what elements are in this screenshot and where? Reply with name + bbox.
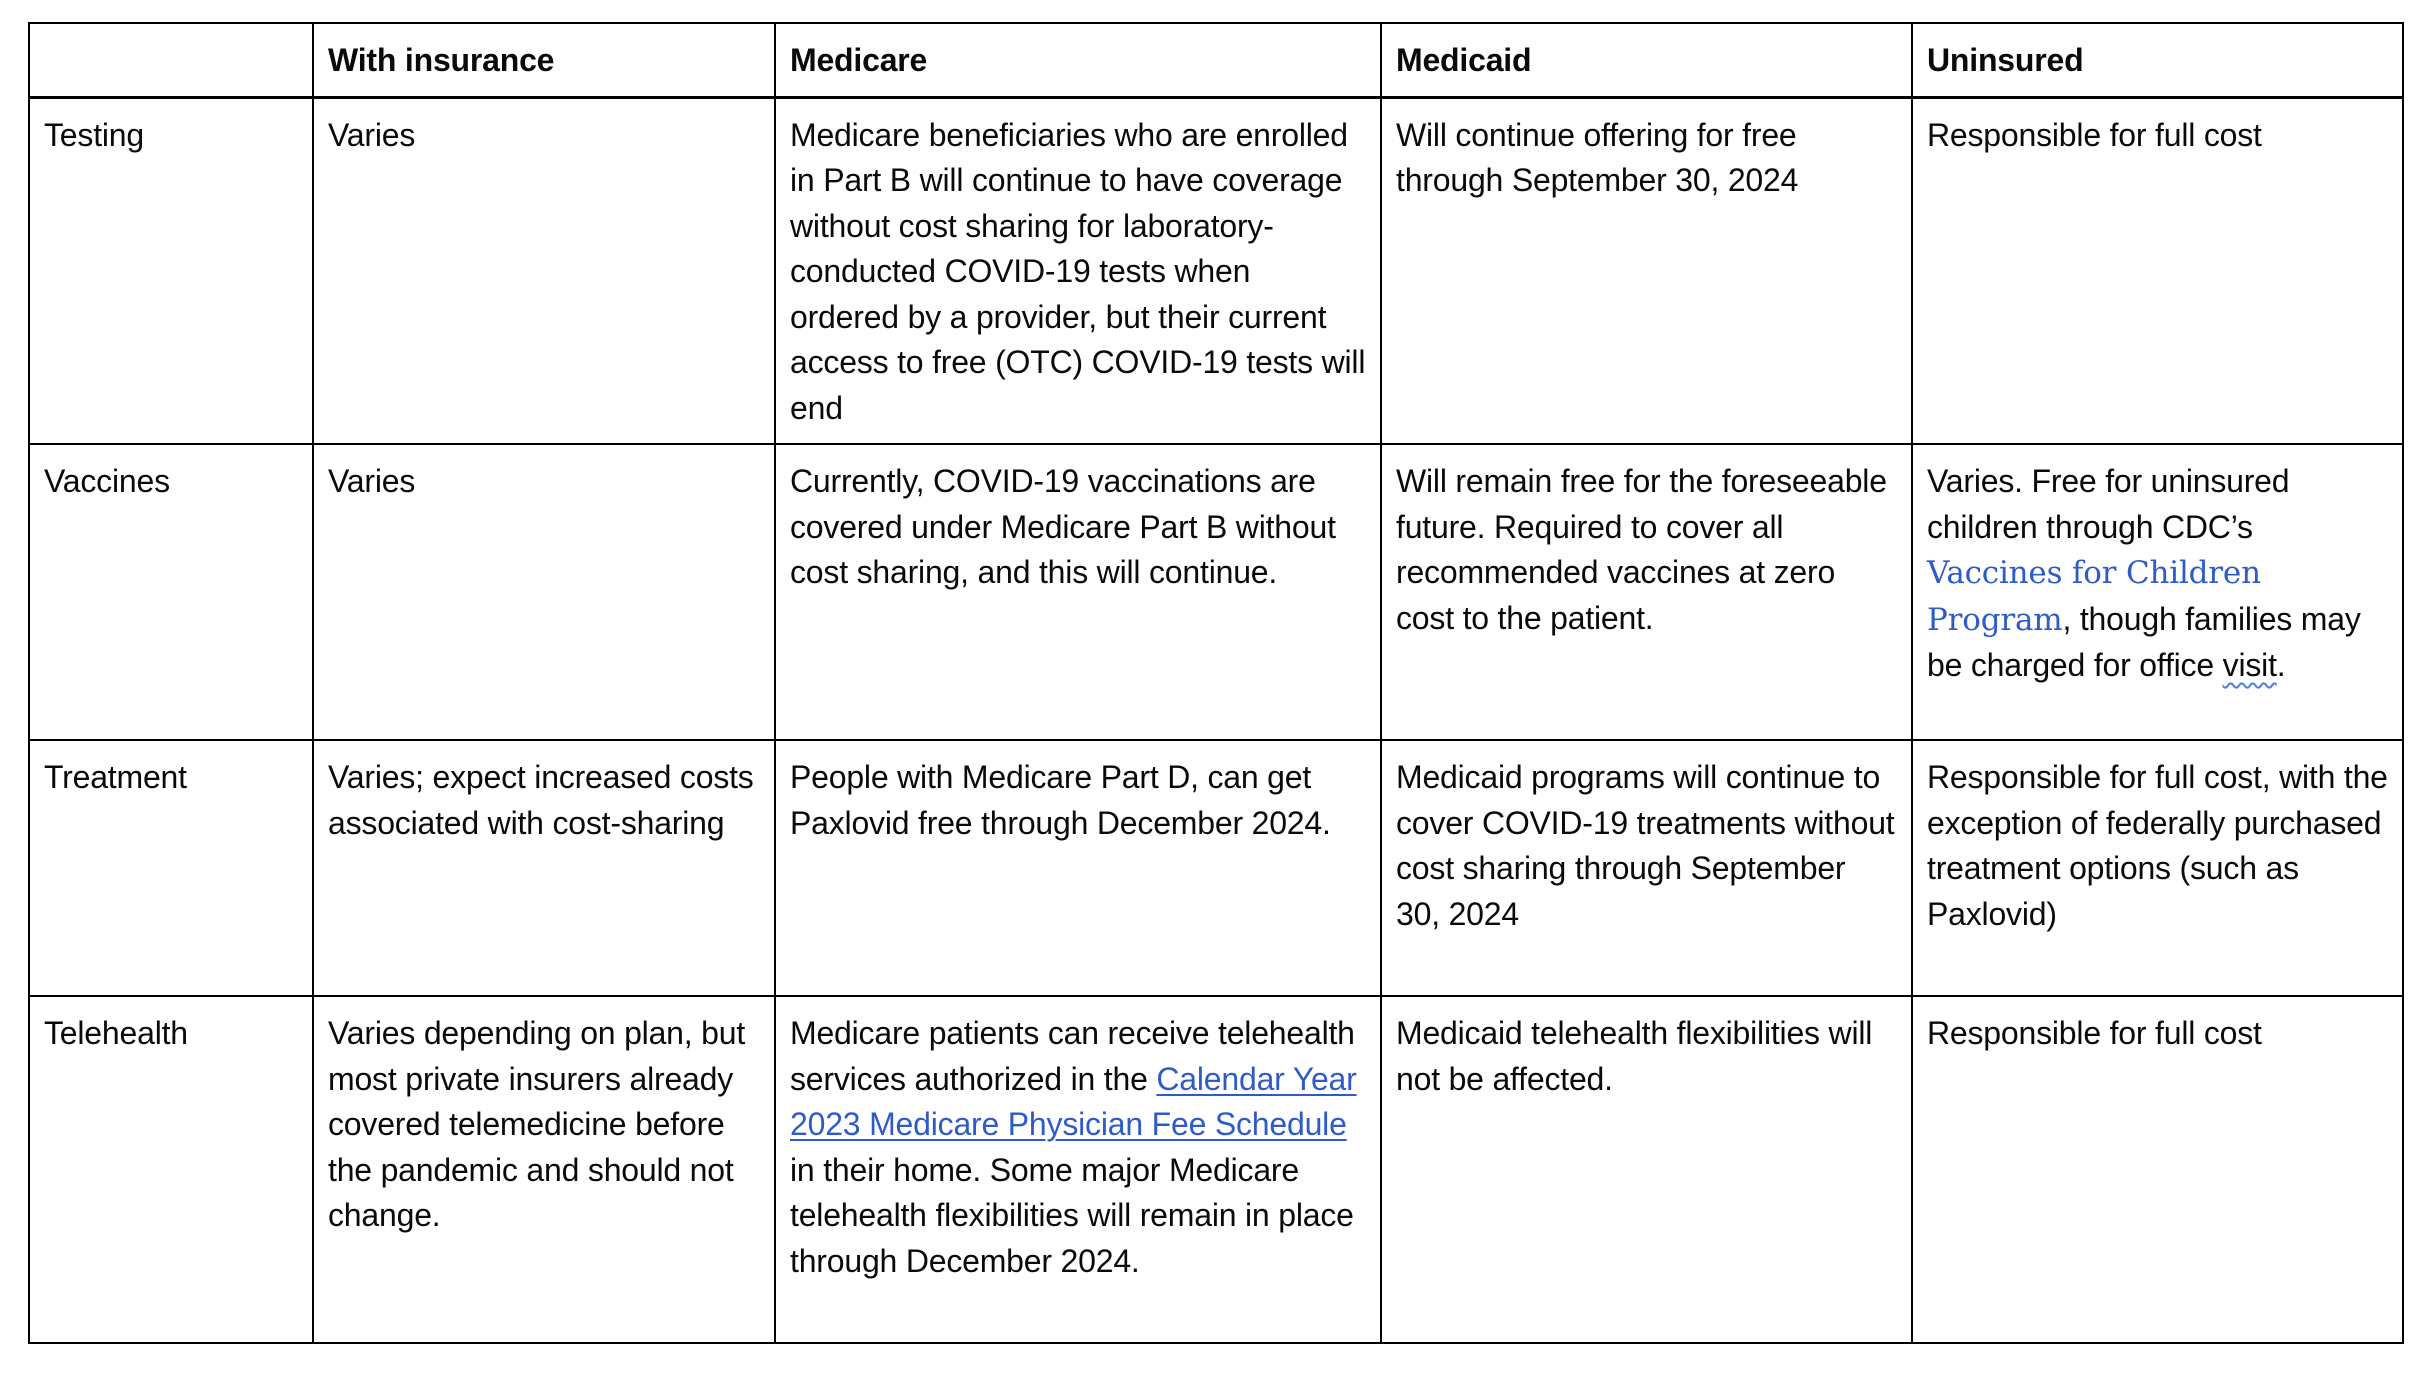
cell-text: , though families may be charged for office [1927,600,2361,683]
spellcheck-flagged-word[interactable]: visit [2222,647,2277,683]
cell-telehealth-medicare [775,996,1381,1343]
header-medicare: Medicare [775,23,1381,97]
table-header-row [29,23,2403,97]
header-medicaid: Medicaid [1381,23,1912,97]
row-label-testing: Testing [29,97,313,444]
cell-testing-uninsured: Responsible for full cost [1912,97,2403,444]
cell-treatment-medicaid: Medicaid programs will continue to cover COVID-19 treatments without cost sharing through September 30, 2024 [1381,740,1912,996]
vaccines-for-children-program-link[interactable]: Vaccines for Children Program [1927,555,2261,638]
cell-vaccines-uninsured [1912,444,2403,740]
header-cell-empty [29,23,313,97]
cell-treatment-with-insurance: Varies; expect increased costs associated with cost-sharing [313,740,775,996]
cell-telehealth-uninsured: Responsible for full cost [1912,996,2403,1343]
row-label-telehealth: Telehealth [29,996,313,1343]
cell-text: Medicare patients can receive telehealth services authorized in the [790,1015,1355,1097]
header-uninsured: Uninsured [1912,23,2403,97]
coverage-comparison-table [28,22,2404,1344]
table-row-testing [29,97,2403,444]
table-row-telehealth [29,996,2403,1343]
row-label-treatment: Treatment [29,740,313,996]
cell-testing-medicaid: Will continue offering for free through September 30, 2024 [1381,97,1912,444]
cell-telehealth-medicaid: Medicaid telehealth flexibilities will not be affected. [1381,996,1912,1343]
cell-text: . [2276,647,2286,683]
cell-vaccines-medicaid: Will remain free for the foreseeable future. Required to cover all recommended vaccines at zero cost to the patient. [1381,444,1912,740]
cell-text: Varies. Free for uninsured children through CDC’s [1927,463,2290,545]
cell-vaccines-medicare: Currently, COVID-19 vaccinations are covered under Medicare Part B without cost sharing, and this will continue. [775,444,1381,740]
table-row-vaccines [29,444,2403,740]
physician-fee-schedule-link[interactable]: Calendar Year 2023 Medicare Physician Fee Schedule [790,1060,1357,1142]
cell-treatment-medicare: People with Medicare Part D, can get Paxlovid free through December 2024. [775,740,1381,996]
cell-text: in their home. Some major Medicare telehealth flexibilities will remain in place through December 2024. [790,1151,1354,1279]
row-label-vaccines: Vaccines [29,444,313,740]
cell-vaccines-with-insurance: Varies [313,444,775,740]
table-row-treatment [29,740,2403,996]
cell-testing-with-insurance: Varies [313,97,775,444]
cell-treatment-uninsured: Responsible for full cost, with the exception of federally purchased treatment options (such as Paxlovid) [1912,740,2403,996]
header-with-insurance: With insurance [313,23,775,97]
cell-telehealth-with-insurance: Varies depending on plan, but most private insurers already covered telemedicine before the pandemic and should not change. [313,996,775,1343]
cell-testing-medicare: Medicare beneficiaries who are enrolled in Part B will continue to have coverage without cost sharing for laboratory-conducted COVID-19 tests when ordered by a provider, but their current access to free (OTC) COVID-19 tests will end [775,97,1381,444]
